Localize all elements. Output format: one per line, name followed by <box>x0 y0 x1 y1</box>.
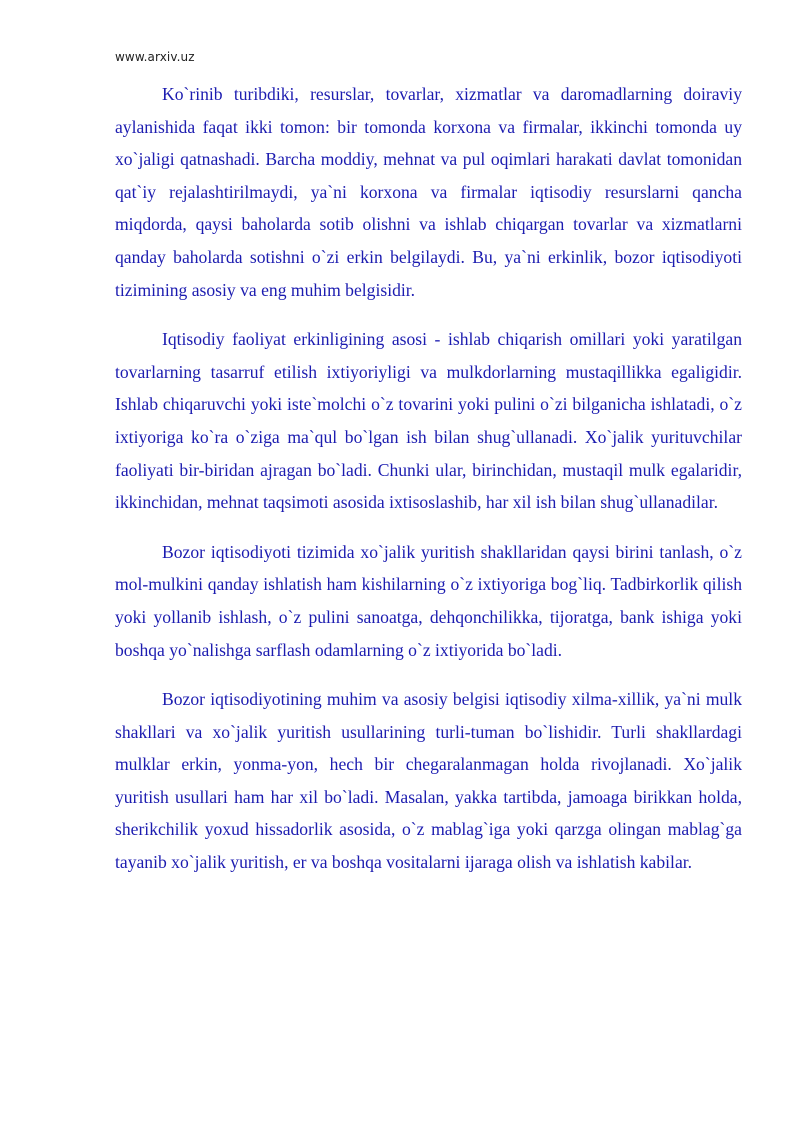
paragraph-4: Bozor iqtisodiyotining muhim va asosiy belgisi iqtisodiy xilma-xillik, ya`ni mulk shakllari va xo`jalik yuritish usullarining turli-tuman bo`lishidir. Turli shakllardagi mulklar erkin, yonma-yon, hech bir chegaralanmagan holda rivojlanadi. Xo`jalik yuritish usullari ham har xil bo`ladi. Masalan, yakka tartibda, jamoaga birikkan holda, sherikchilik yoxud hissadorlik asosida, o`z mablag`iga yoki qarzga olingan mablag`ga tayanib xo`jalik yuritish, er va boshqa vositalarni ijaraga olish va ishlatish kabilar. <box>115 689 742 873</box>
site-header: www.arxiv.uz <box>115 50 195 64</box>
paragraph-2: Iqtisodiy faoliyat erkinligining asosi - ishlab chiqarish omillari yoki yaratilgan tovarlarning tasarruf etilish ixtiyoriyligi va mulkdorlarning mustaqillikka egaligidir. Ishlab chiqaruvchi yoki iste`molchi o`z tovarini yoki pulini o`zi bilganicha ishlatadi, o`z ixtiyoriga ko`ra o`ziga ma`qul bo`lgan ish bilan shug`ullanadi. Xo`jalik yurituvchilar faoliyati bir-biridan ajragan bo`ladi. Chunki ular, birinchidan, mustaqil mulk egalaridir, ikkinchidan, mehnat taqsimoti asosida ixtisoslashib, har xil ish bilan shug`ullanadilar. <box>115 329 742 513</box>
document-body <box>115 78 742 879</box>
paragraph-1: Ko`rinib turibdiki, resurslar, tovarlar, xizmatlar va daromadlarning doiraviy aylanishida faqat ikki tomon: bir tomonda korxona va firmalar, ikkinchi tomonda uy xo`jaligi qatnashadi. Barcha moddiy, mehnat va pul oqimlari harakati davlat tomonidan qat`iy rejalashtirilmaydi, ya`ni korxona va firmalar iqtisodiy resurslarni qancha miqdorda, qaysi baholarda sotib olishni va ishlab chiqargan tovarlar va xizmatlarni qanday baholarda sotishni o`zi erkin belgilaydi. Bu, ya`ni erkinlik, bozor iqtisodiyoti tizimining asosiy va eng muhim belgisidir. <box>115 84 742 300</box>
paragraph-3: Bozor iqtisodiyoti tizimida xo`jalik yuritish shakllaridan qaysi birini tanlash, o`z mol-mulkini qanday ishlatish ham kishilarning o`z ixtiyoriga bog`liq. Tadbirkorlik qilish yoki yollanib ishlash, o`z pulini sanoatga, dehqonchilikka, tijoratga, bank ishiga yoki boshqa yo`nalishga sarflash odamlarning o`z ixtiyorida bo`ladi. <box>115 541 742 660</box>
